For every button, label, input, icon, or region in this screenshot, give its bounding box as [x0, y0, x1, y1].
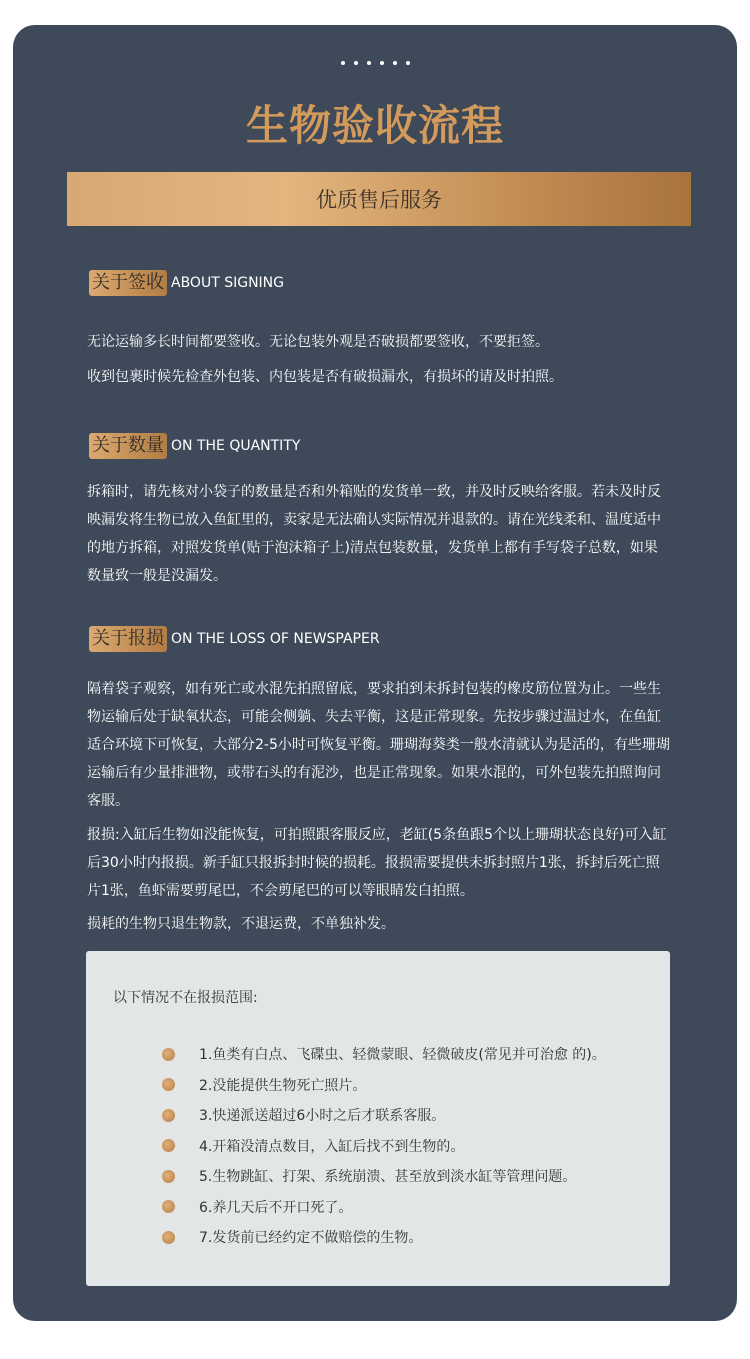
- dot-icon: [406, 61, 410, 65]
- exclusions-box: [86, 951, 670, 1286]
- bullet-icon: [162, 1139, 175, 1152]
- dot-icon: [380, 61, 384, 65]
- bullet-icon: [162, 1078, 175, 1091]
- list-item-label: 3.快递派送超过6小时之后才联系客服。: [199, 1108, 446, 1125]
- section-header-quantity: [89, 433, 300, 459]
- section-header-signing: [89, 270, 284, 296]
- service-banner: 优质售后服务: [67, 172, 691, 226]
- bullet-icon: [162, 1200, 175, 1213]
- section-header-loss: [89, 626, 380, 652]
- paragraph: 隔着袋子观察，如有死亡或水混先拍照留底，要求拍到未拆封包装的橡皮筋位置为止。一些生物运输后处于缺氧状态，可能会侧躺、失去平衡，这是正常现象。先按步骤过温过水，在鱼缸适合环境下可恢复，大部分2-5小时可恢复平衡。珊瑚海葵类一般水清就认为是活的，有些珊瑚运输后有少量排泄物，或带石头的有泥沙，也是正常现象。如果水混的，可外包装先拍照询问客服。: [87, 681, 670, 809]
- bullet-icon: [162, 1231, 175, 1244]
- list-item-label: 2.没能提供生物死亡照片。: [199, 1077, 367, 1094]
- paragraph: 无论运输多长时间都要签收。无论包装外观是否破损都要签收，不要拒签。: [87, 334, 549, 350]
- list-item-label: 1.鱼类有白点、飞碟虫、轻微蒙眼、轻微破皮(常见并可治愈 的)。: [199, 1047, 606, 1064]
- decorative-dots: [13, 61, 737, 65]
- bullet-icon: [162, 1048, 175, 1061]
- list-item-label: 7.发货前已经约定不做赔偿的生物。: [199, 1230, 423, 1247]
- list-item: [162, 1161, 606, 1192]
- list-item: [162, 1222, 606, 1253]
- dot-icon: [341, 61, 345, 65]
- list-item: [162, 1192, 606, 1223]
- dot-icon: [393, 61, 397, 65]
- section-subtitle: ABOUT SIGNING: [171, 275, 284, 291]
- exclusions-list: [162, 1039, 606, 1253]
- list-item-label: 5.生物跳缸、打架、系统崩溃、甚至放到淡水缸等管理问题。: [199, 1169, 577, 1186]
- page-title: 生物验收流程: [245, 101, 504, 150]
- bullet-icon: [162, 1109, 175, 1122]
- paragraph: 报损:入缸后生物如没能恢复，可拍照跟客服反应，老缸(5条鱼跟5个以上珊瑚状态良好)可入缸后30小时内报损。新手缸只报拆封时候的损耗。报损需要提供未拆封照片1张，拆封后死亡照片1张，鱼虾需要剪尾巴，不会剪尾巴的可以等眼睛发白拍照。: [87, 827, 667, 899]
- paragraph: 损耗的生物只退生物款，不退运费，不单独补发。: [87, 916, 395, 932]
- list-item-label: 6.养几天后不开口死了。: [199, 1199, 353, 1216]
- content-card: [13, 25, 737, 1321]
- section-tag: 关于报损: [89, 626, 167, 652]
- dot-icon: [367, 61, 371, 65]
- paragraph: 收到包裹时候先检查外包装、内包装是否有破损漏水，有损坏的请及时拍照。: [87, 369, 563, 385]
- paragraph: 拆箱时，请先核对小袋子的数量是否和外箱贴的发货单一致，并及时反映给客服。若未及时反映漏发将生物已放入鱼缸里的，卖家是无法确认实际情况并退款的。请在光线柔和、温度适中的地方拆箱，对照发货单(贴于泡沫箱子上)清点包装数量，发货单上都有手写袋子总数，如果数量致一般是没漏发。: [87, 484, 661, 584]
- list-item: [162, 1039, 606, 1070]
- section-subtitle: ON THE LOSS OF NEWSPAPER: [171, 631, 380, 647]
- list-item-label: 4.开箱没清点数目，入缸后找不到生物的。: [199, 1138, 465, 1155]
- list-item: [162, 1070, 606, 1101]
- bullet-icon: [162, 1170, 175, 1183]
- dot-icon: [354, 61, 358, 65]
- list-item: [162, 1131, 606, 1162]
- section-tag: 关于数量: [89, 433, 167, 459]
- exclusions-title: 以下情况不在报损范围:: [113, 990, 258, 1006]
- section-tag: 关于签收: [89, 270, 167, 296]
- section-subtitle: ON THE QUANTITY: [171, 438, 301, 454]
- list-item: [162, 1100, 606, 1131]
